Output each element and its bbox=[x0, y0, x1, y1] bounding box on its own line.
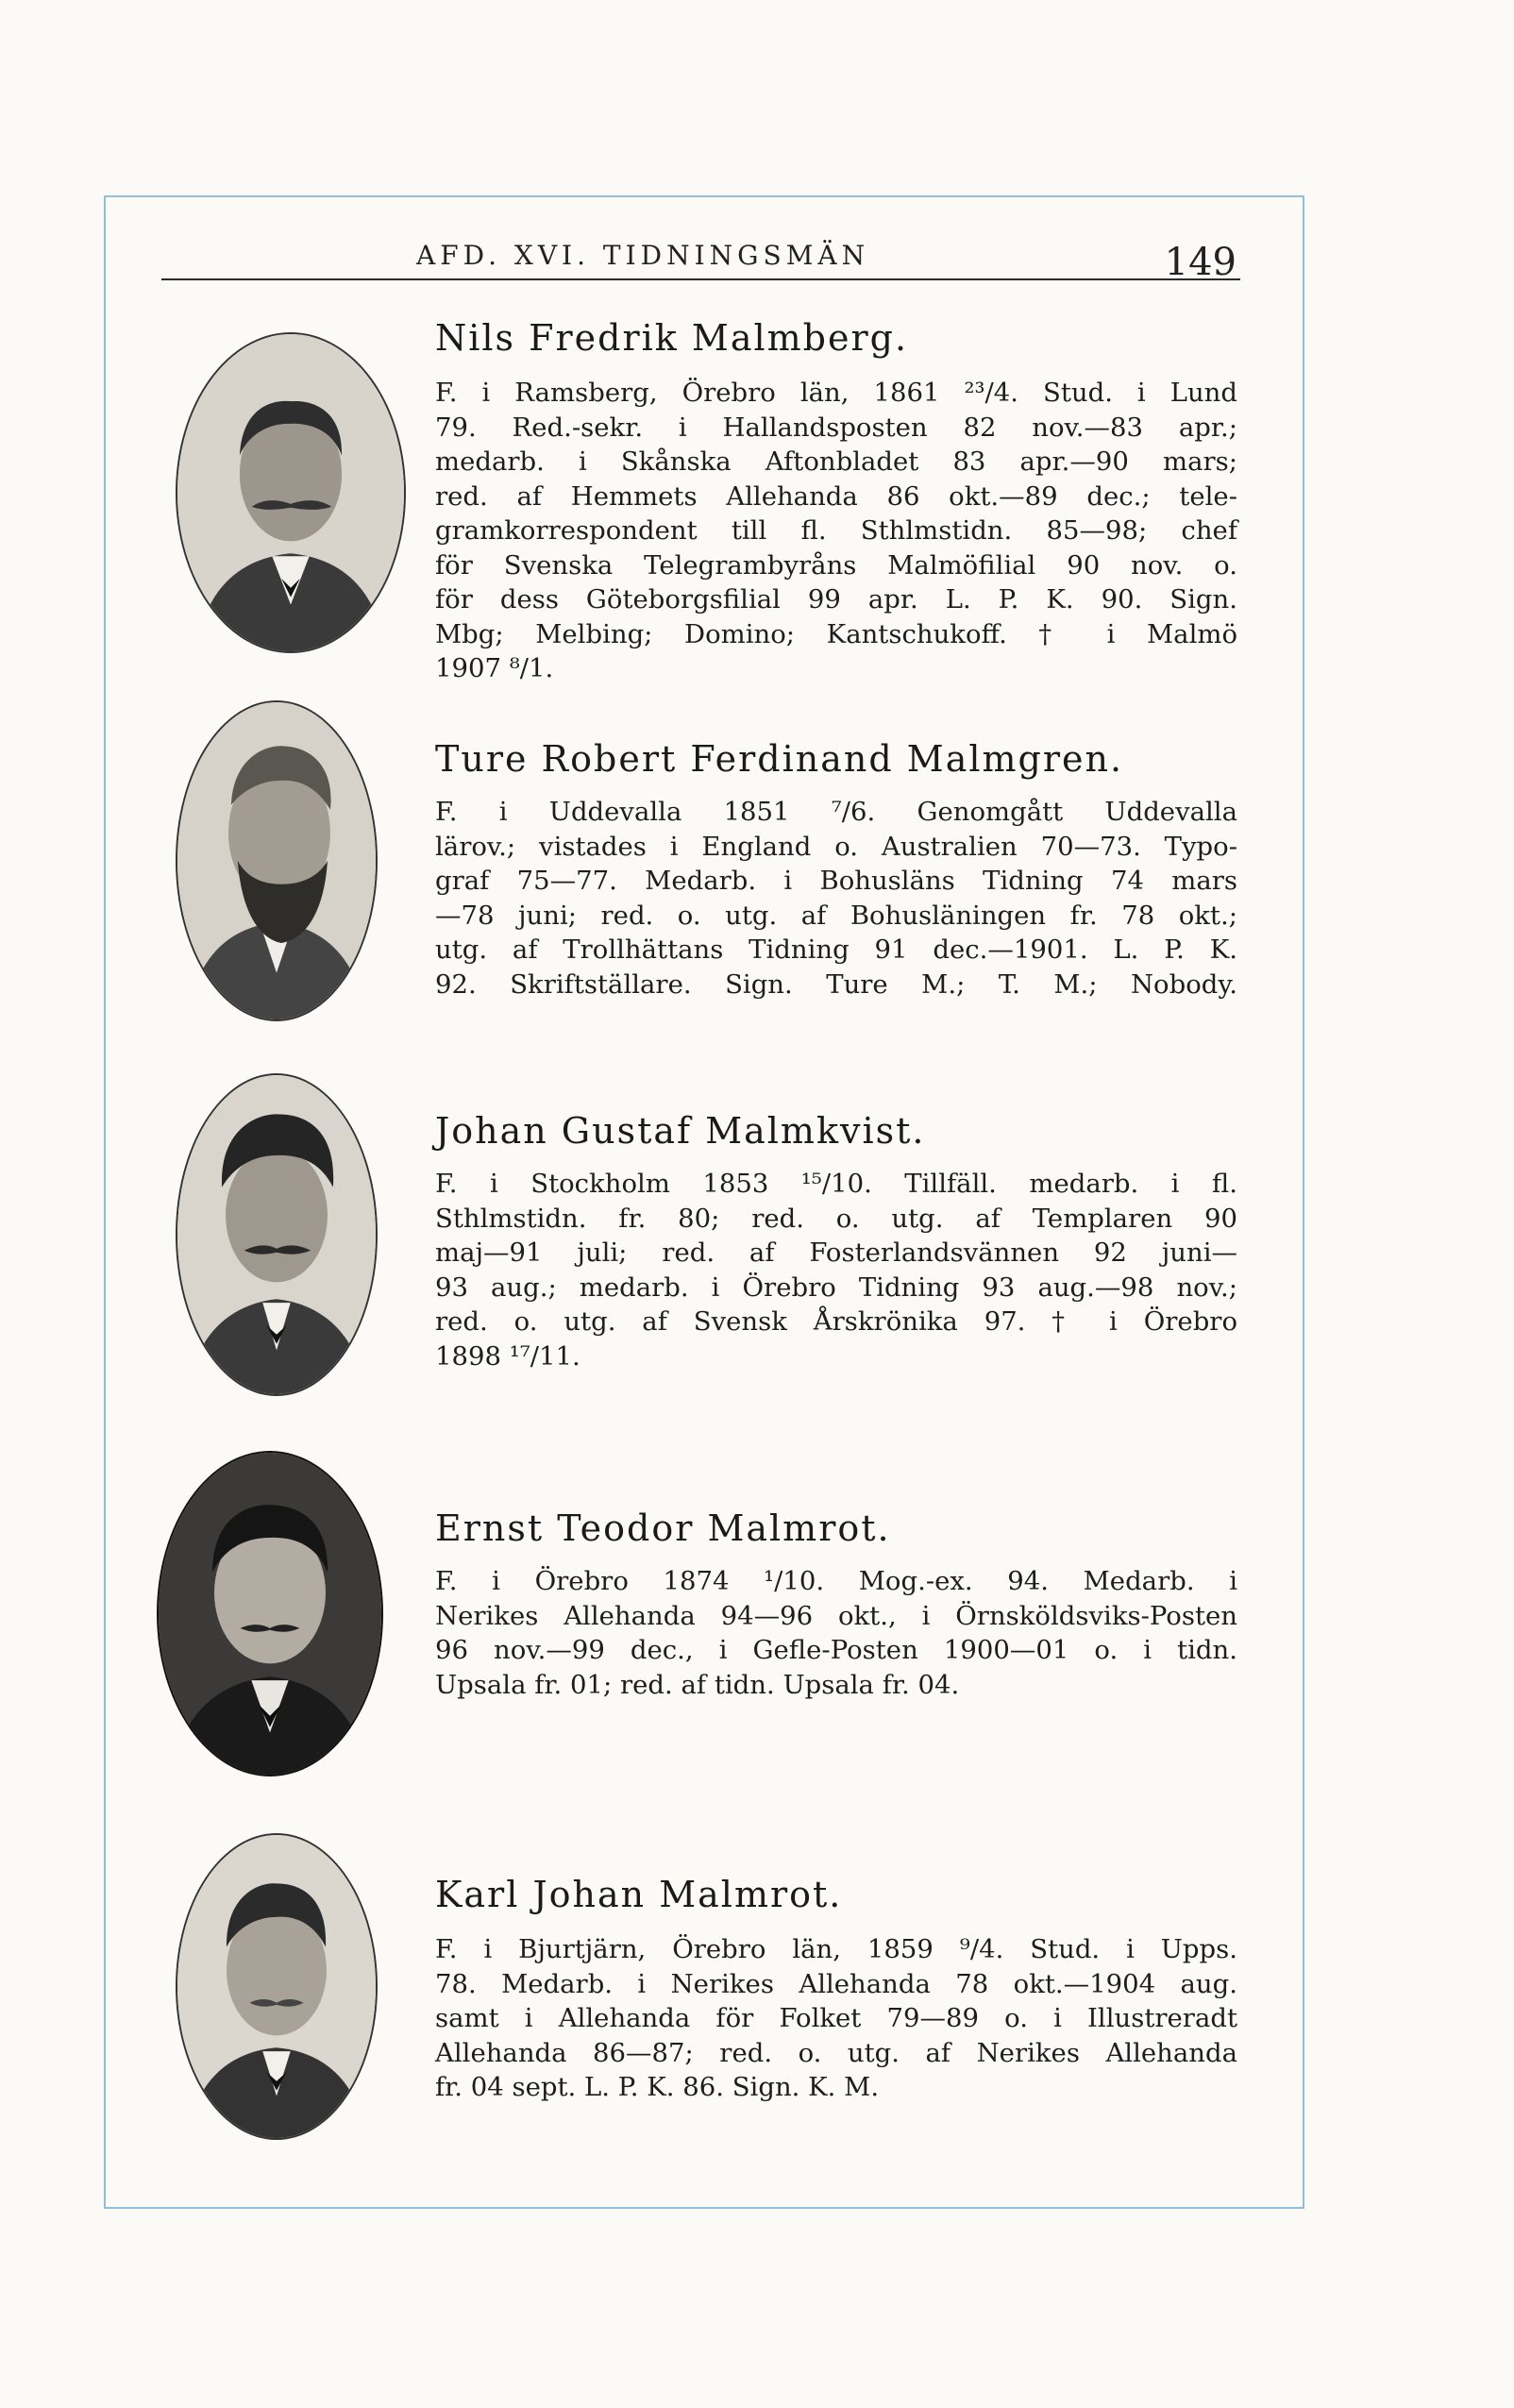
entry-line: red. o. utg. af Svensk Årskrönika 97. † i Örebro bbox=[435, 1306, 1237, 1337]
entry-name: Nils Fredrik Malmberg. bbox=[435, 317, 909, 359]
portrait-photo-image bbox=[159, 1453, 381, 1775]
entry-name: Ture Robert Ferdinand Malmgren. bbox=[435, 738, 1124, 780]
entry-line: F. i Örebro 1874 ¹/10. Mog.-ex. 94. Medarb. i bbox=[435, 1566, 1237, 1596]
entry-line: lärov.; vistades i England o. Australien 70—73. Typo- bbox=[435, 831, 1237, 862]
entry-line: F. i Bjurtjärn, Örebro län, 1859 ⁹/4. Stud. i Upps. bbox=[435, 1934, 1237, 1964]
entry-line: maj—91 juli; red. af Fosterlandsvännen 92 juni— bbox=[435, 1238, 1237, 1268]
entry-line: 1898 ¹⁷/11. bbox=[435, 1340, 580, 1372]
entry-line: Sthlmstidn. fr. 80; red. o. utg. af Templaren 90 bbox=[435, 1203, 1237, 1234]
portrait-photo-image bbox=[177, 334, 404, 651]
entry-line: 92. Skriftställare. Sign. Ture M.; T. M.; Nobody. bbox=[435, 968, 1237, 1000]
entry-line: samt i Allehanda för Folket 79—89 o. i Illustreradt bbox=[435, 2003, 1237, 2033]
entry-text bbox=[435, 376, 1237, 686]
entry-line: 1907 ⁸/1. bbox=[435, 653, 554, 683]
entry-line: för dess Göteborgsfilial 99 apr. L. P. K. 90. Sign. bbox=[435, 584, 1237, 615]
entry-line: fr. 04 sept. L. P. K. 86. Sign. K. M. bbox=[435, 2072, 880, 2102]
portrait-photo-image bbox=[177, 1075, 376, 1394]
entry-line: 96 nov.—99 dec., i Gefle-Posten 1900—01 o. i tidn. bbox=[435, 1635, 1237, 1665]
running-title: AFD. XVI. TIDNINGSMÄN bbox=[416, 240, 870, 271]
portrait-photo bbox=[157, 1451, 383, 1777]
portrait-photo bbox=[176, 1073, 378, 1396]
portrait-photo-image bbox=[177, 702, 376, 1019]
portrait-photo-image bbox=[177, 1835, 376, 2138]
entry-text bbox=[435, 795, 1237, 1002]
entry-line: 79. Red.-sekr. i Hallandsposten 82 nov.—83 apr.; bbox=[435, 412, 1237, 443]
entry-line: för Svenska Telegrambyråns Malmöfilial 90 nov. o. bbox=[435, 549, 1237, 581]
portrait-photo bbox=[176, 332, 406, 653]
entry-text bbox=[435, 1564, 1237, 1702]
entry-line: Upsala fr. 01; red. af tidn. Upsala fr. 04. bbox=[435, 1669, 960, 1700]
entry-line: —78 juni; red. o. utg. af Bohusläningen fr. 78 okt.; bbox=[435, 900, 1237, 931]
entry-line: Allehanda 86—87; red. o. utg. af Nerikes Allehanda bbox=[435, 2037, 1237, 2068]
entry-line: F. i Stockholm 1853 ¹⁵/10. Tillfäll. medarb. i fl. bbox=[435, 1169, 1237, 1199]
entry-line: Nerikes Allehanda 94—96 okt., i Örnsköldsviks-Posten bbox=[435, 1600, 1237, 1631]
entry-name: Johan Gustaf Malmkvist. bbox=[435, 1110, 926, 1152]
entry-line: Mbg; Melbing; Domino; Kantschukoff. † i Malmö bbox=[435, 618, 1237, 649]
entry-line: gramkorrespondent till fl. Sthlmstidn. 85—98; chef bbox=[435, 515, 1237, 546]
entry-line: 93 aug.; medarb. i Örebro Tidning 93 aug.—98 nov.; bbox=[435, 1271, 1237, 1303]
entry-name: Ernst Teodor Malmrot. bbox=[435, 1507, 891, 1549]
entry-line: 78. Medarb. i Nerikes Allehanda 78 okt.—1904 aug. bbox=[435, 1968, 1237, 1999]
portrait-photo bbox=[176, 1833, 378, 2140]
entry-line: utg. af Trollhättans Tidning 91 dec.—1901. L. P. K. bbox=[435, 935, 1237, 965]
entry-line: red. af Hemmets Allehanda 86 okt.—89 dec.; tele- bbox=[435, 480, 1237, 512]
entry-line: medarb. i Skånska Aftonbladet 83 apr.—90 mars; bbox=[435, 446, 1237, 477]
entry-text bbox=[435, 1167, 1237, 1373]
portrait-photo bbox=[176, 700, 378, 1021]
entry-text bbox=[435, 1932, 1237, 2105]
entry-name: Karl Johan Malmrot. bbox=[435, 1874, 843, 1915]
page-number: 149 bbox=[1164, 241, 1236, 284]
entry-line: F. i Uddevalla 1851 ⁷/6. Genomgått Uddevalla bbox=[435, 797, 1237, 827]
running-head bbox=[161, 231, 1240, 284]
entry-line: graf 75—77. Medarb. i Bohusläns Tidning 74 mars bbox=[435, 866, 1237, 896]
entry-line: F. i Ramsberg, Örebro län, 1861 ²³/4. Stud. i Lund bbox=[435, 378, 1237, 408]
